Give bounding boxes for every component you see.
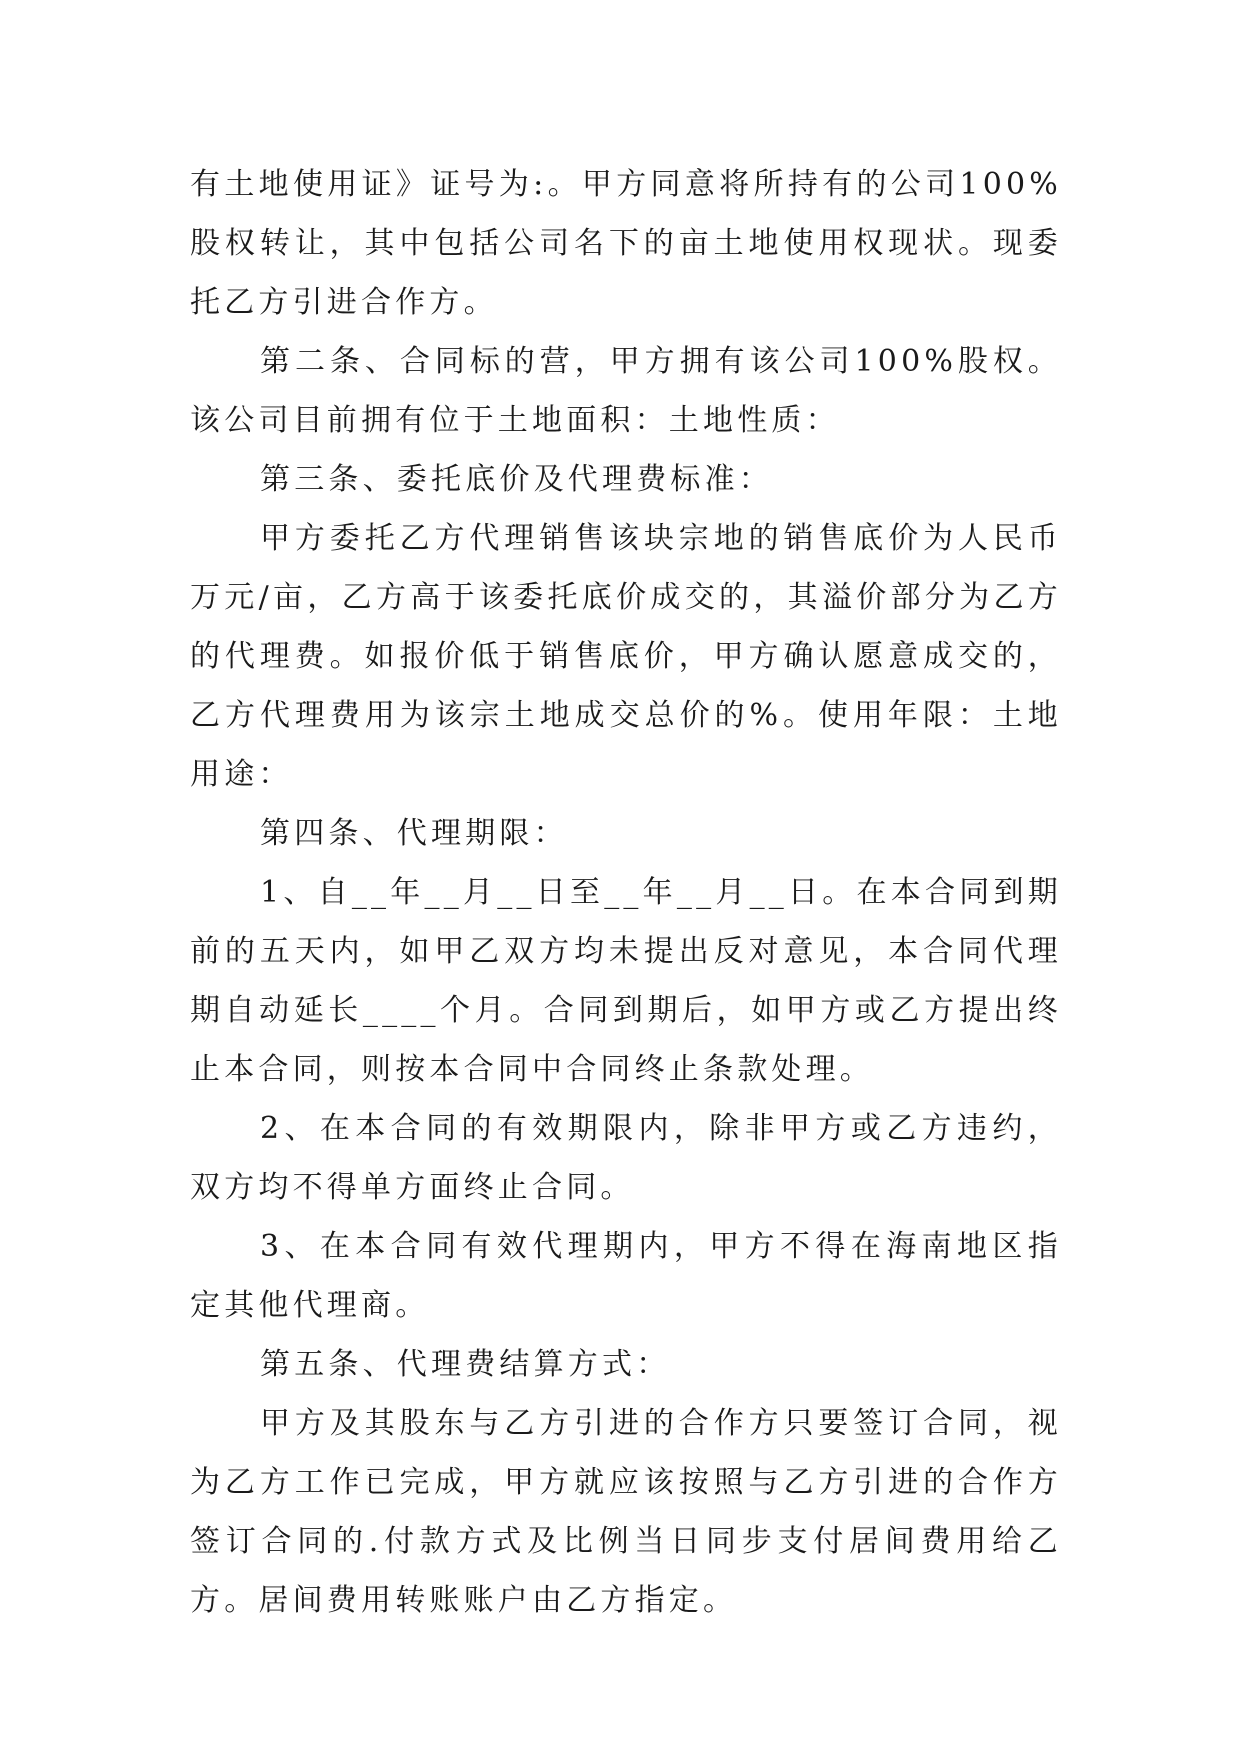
- paragraph-article-4-item-1: 1、自__年__月__日至__年__月__日。在本合同到期前的五天内，如甲乙双方均未提出反对意见，本合同代理期自动延长____个月。合同到期后，如甲方或乙方提出终止本合同，则按本合同中合同终止条款处理。: [190, 875, 1062, 1087]
- heading-article-3: 第三条、委托底价及代理费标准：: [260, 462, 773, 497]
- paragraph-article-2: 第二条、合同标的营，甲方拥有该公司100%股权。该公司目前拥有位于土地面积：土地性质：: [190, 344, 1062, 438]
- paragraph-article-5-body: 甲方及其股东与乙方引进的合作方只要签订合同，视为乙方工作已完成，甲方就应该按照与乙方引进的合作方签订合同的.付款方式及比例当日同步支付居间费用给乙方。居间费用转账账户由乙方指定。: [190, 1406, 1062, 1618]
- heading-article-5: 第五条、代理费结算方式：: [260, 1347, 671, 1382]
- paragraph-land-certificate: 有土地使用证》证号为:。甲方同意将所持有的公司100%股权转让，其中包括公司名下的亩土地使用权现状。现委托乙方引进合作方。: [190, 167, 1062, 320]
- paragraph-article-3-body: 甲方委托乙方代理销售该块宗地的销售底价为人民币万元/亩，乙方高于该委托底价成交的，其溢价部分为乙方的代理费。如报价低于销售底价，甲方确认愿意成交的，乙方代理费用为该宗土地成交总价的%。使用年限：土地用途：: [190, 521, 1062, 792]
- heading-article-4: 第四条、代理期限：: [260, 816, 568, 851]
- paragraph-article-4-item-3: 3、在本合同有效代理期内，甲方不得在海南地区指定其他代理商。: [190, 1229, 1062, 1323]
- paragraph-article-4-item-2: 2、在本合同的有效期限内，除非甲方或乙方违约，双方均不得单方面终止合同。: [190, 1111, 1062, 1205]
- document-body: [190, 155, 1062, 1630]
